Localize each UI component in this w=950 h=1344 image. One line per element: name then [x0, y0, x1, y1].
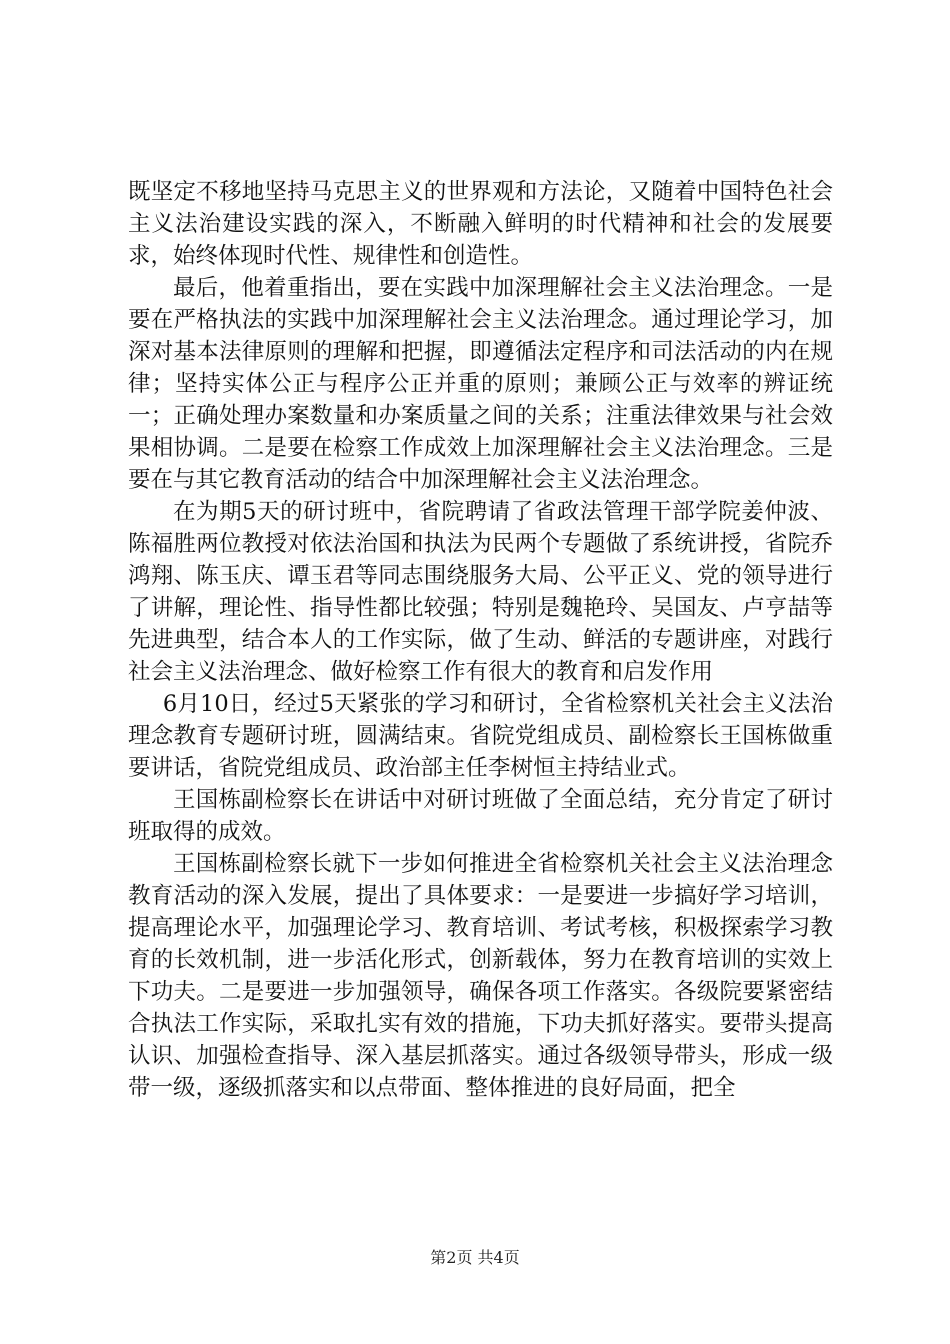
page-number-footer: 第2页 共4页 [430, 1248, 520, 1267]
paragraph-continuation: 既坚定不移地坚持马克思主义的世界观和方法论，又随着中国特色社会主义法治建设实践的深入，不断融入鲜明的时代精神和社会的发展要求，始终体现时代性、规律性和创造性。 [128, 179, 833, 269]
paragraph-conclusion: 最后，他着重指出，要在实践中加深理解社会主义法治理念。一是要在严格执法的实践中加深理解社会主义法治理念。通过理论学习，加深对基本法律原则的理解和把握，即遵循法定程序和司法活动的内在规律；坚持实体公正与程序公正并重的原则；兼顾公正与效率的辨证统一；正确处理办案数量和办案质量之间的关系；注重法律效果与社会效果相协调。二是要在检察工作成效上加深理解社会主义法治理念。三是要在与其它教育活动的结合中加深理解社会主义法治理念。 [128, 275, 833, 493]
document-body [128, 176, 833, 1104]
paragraph-requirements: 王国栋副检察长就下一步如何推进全省检察机关社会主义法治理念教育活动的深入发展，提出了具体要求：一是要进一步搞好学习培训，提高理论水平，加强理论学习、教育培训、考试考核，积极探索学习教育的长效机制，进一步活化形式，创新载体，努力在教育培训的实效上下功夫。二是要进一步加强领导，确保各项工作落实。各级院要紧密结合执法工作实际，采取扎实有效的措施，下功夫抓好落实。要带头提高认识、加强检查指导、深入基层抓落实。通过各级领导带头，形成一级带一级，逐级抓落实和以点带面、整体推进的良好局面，把全 [128, 851, 833, 1101]
paragraph-seminar-lectures: 在为期5天的研讨班中，省院聘请了省政法管理干部学院姜仲波、陈福胜两位教授对依法治国和执法为民两个专题做了系统讲授，省院乔鸿翔、陈玉庆、谭玉君等同志围绕服务大局、公平正义、党的领导进行了讲解，理论性、指导性都比较强；特别是魏艳玲、吴国友、卢亨喆等先进典型，结合本人的工作实际，做了生动、鲜活的专题讲座，对践行社会主义法治理念、做好检察工作有很大的教育和启发作用 [128, 499, 833, 685]
paragraph-summary: 王国栋副检察长在讲话中对研讨班做了全面总结，充分肯定了研讨班取得的成效。 [128, 787, 833, 845]
paragraph-seminar-closing: 6月10日，经过5天紧张的学习和研讨，全省检察机关社会主义法治理念教育专题研讨班，圆满结束。省院党组成员、副检察长王国栋做重要讲话，省院党组成员、政治部主任李树恒主持结业式。 [128, 691, 833, 781]
